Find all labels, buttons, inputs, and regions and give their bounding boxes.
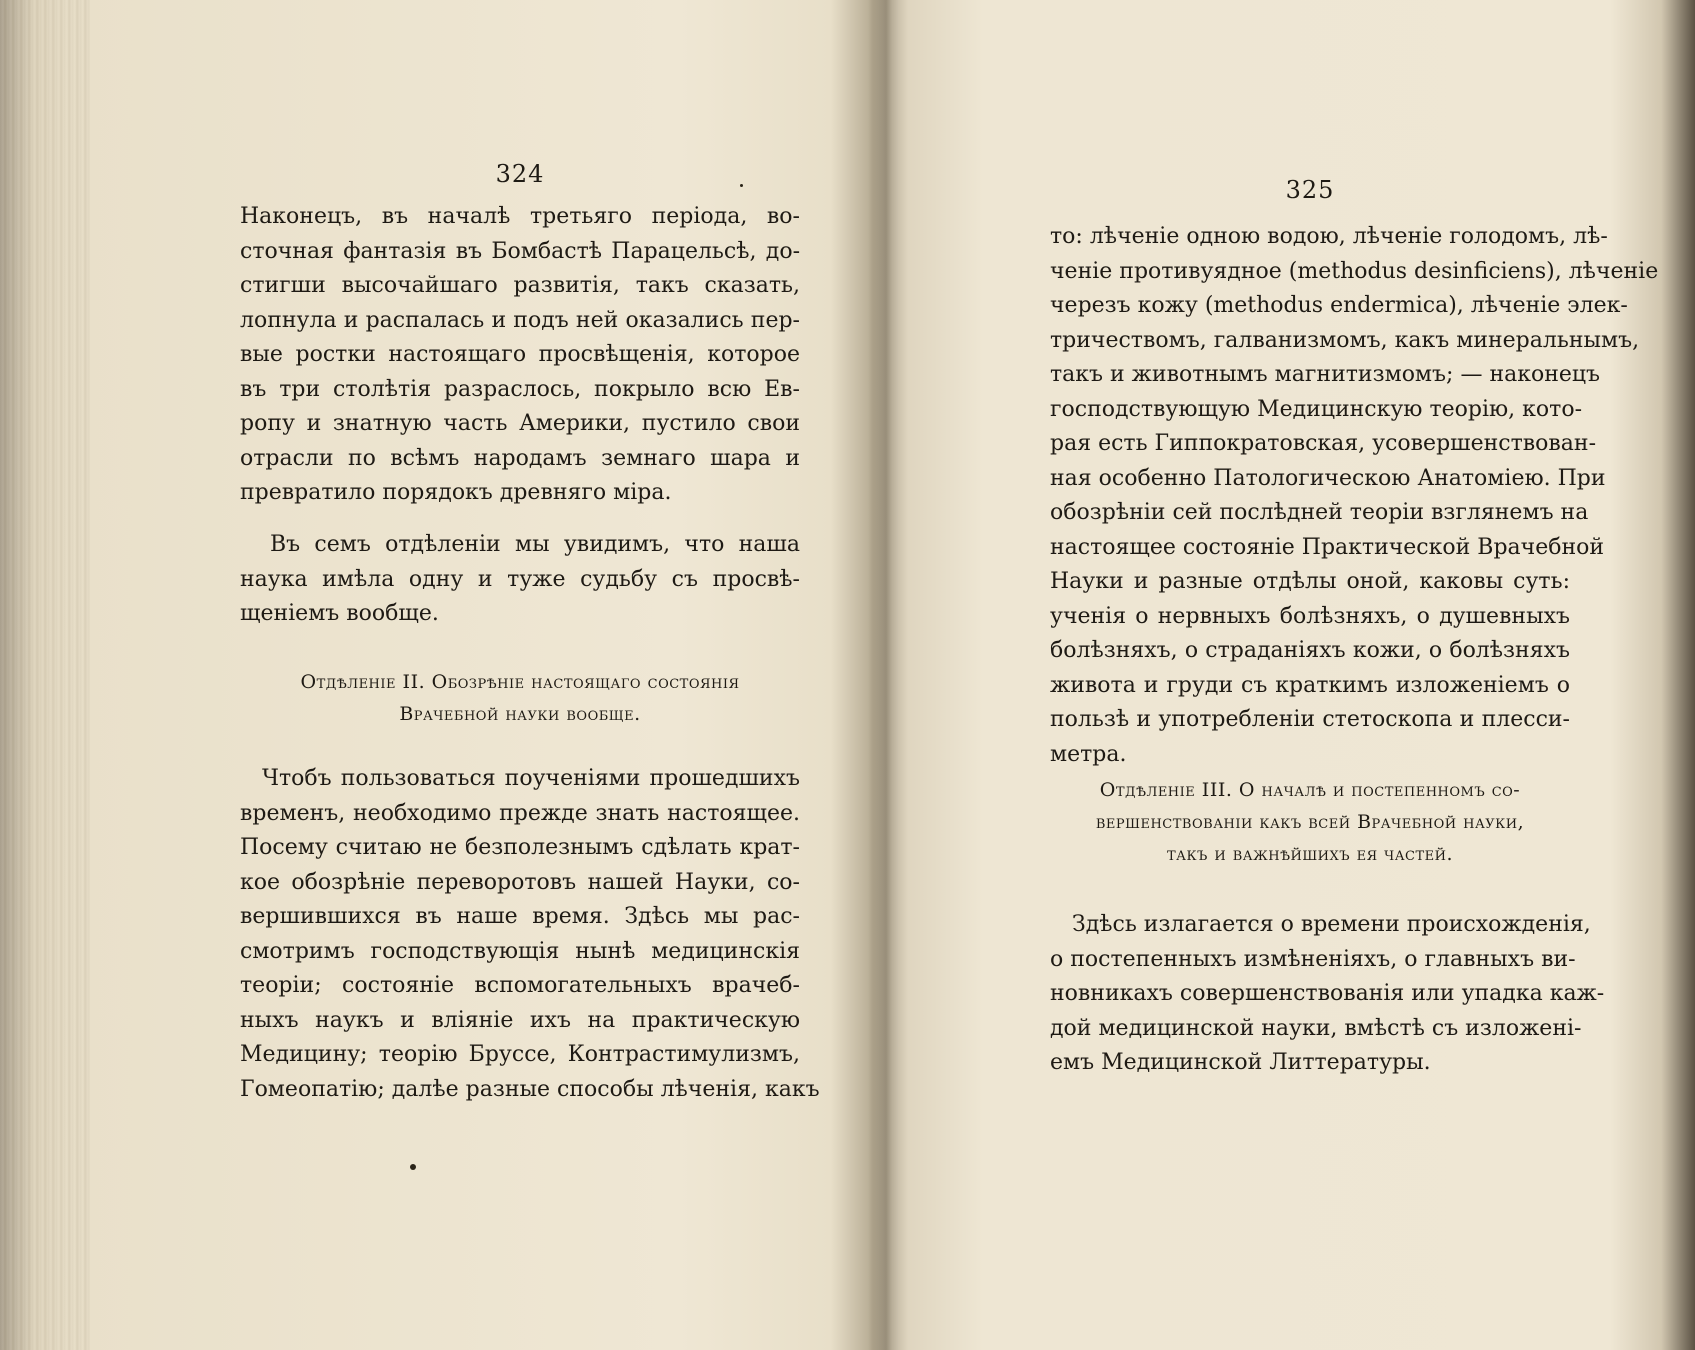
text-line: ная особенно Патологическою Анатоміею. При <box>1050 465 1606 491</box>
text-line: ученія о нервныхъ болѣзняхъ, о душевныхъ <box>1050 603 1570 629</box>
book-gutter <box>868 0 908 1350</box>
text-line: о постепенныхъ измѣненіяхъ, о главныхъ ви- <box>1050 946 1576 972</box>
text-line: стигши высочайшаго развитія, такъ сказать, <box>240 273 800 298</box>
left-paragraph-3 <box>240 762 820 1107</box>
text-line: сточная фантазія въ Бомбастѣ Парацельсѣ, до- <box>240 238 800 264</box>
text-line: тричествомъ, галванизмомъ, какъ минеральнымъ, <box>1050 327 1640 353</box>
heading-line: вершенствованіи какъ всей Врачебной науки, <box>1095 811 1525 833</box>
text-line: болѣзняхъ, о страданіяхъ кожи, о болѣзняхъ <box>1050 638 1570 663</box>
text-line: пользѣ и употребленіи стетоскопа и плесси- <box>1050 707 1570 732</box>
text-line: Медицину; теорію Бруссе, Контрастимулизмъ, <box>240 1042 800 1067</box>
text-line: отрасли по всѣмъ народамъ земнаго шара и <box>240 445 800 471</box>
text-line: Науки и разные отдѣлы оной, каковы суть: <box>1050 569 1570 594</box>
ink-speck <box>410 1164 416 1170</box>
text-line: новникахъ совершенствованія или упадка каж- <box>1050 981 1605 1006</box>
heading-line: Врачебной науки вообще. <box>399 703 641 725</box>
heading-line: такъ и важнѣйшихъ ея частей. <box>1166 843 1454 865</box>
text-line: рая есть Гиппократовская, усовершенствован- <box>1050 431 1597 456</box>
left-page <box>240 0 820 1350</box>
right-page <box>1050 0 1659 1350</box>
text-line: вые ростки настоящаго просвѣщенія, которое <box>240 342 800 367</box>
heading-line: Отдѣленіе III. О началѣ и постепенномъ со- <box>1099 779 1521 801</box>
page-number-right: 325 <box>1285 176 1335 204</box>
page-edges <box>0 0 90 1350</box>
section-heading-3 <box>1050 774 1570 870</box>
text-line: ченіе противуядное (methodus desinficiens), лѣченіе <box>1050 258 1659 284</box>
text-line: Наконецъ, въ началѣ третьяго періода, во- <box>240 204 800 229</box>
text-line: смотримъ господствующія нынѣ медицинскія <box>240 938 800 964</box>
text-line: лопнула и распалась и подъ ней оказались пер- <box>240 307 800 333</box>
text-line: обозрѣніи сей послѣдней теоріи взглянемъ на <box>1050 500 1589 525</box>
text-line: вершившихся въ наше время. Здѣсь мы рас- <box>240 904 800 929</box>
text-line: ропу и знатную часть Америки, пустило свои <box>240 411 800 436</box>
text-line: настоящее состояніе Практической Врачебной <box>1050 534 1605 560</box>
text-line: дой медицинской науки, вмѣстѣ съ изложені- <box>1050 1015 1582 1041</box>
page-number-left: 324 <box>495 160 545 188</box>
text-line: временъ, необходимо прежде знать настоящее. <box>240 800 800 826</box>
left-paragraph-1 <box>240 200 800 511</box>
text-line: въ три столѣтія разраслось, покрыло всю Ев- <box>240 376 800 402</box>
text-line: Въ семъ отдѣленіи мы увидимъ, что наша <box>270 532 800 557</box>
text-line: емъ Медицинской Литтературы. <box>1050 1050 1431 1075</box>
text-line: кое обозрѣніе переворотовъ нашей Науки, со- <box>240 869 800 895</box>
text-line: Гомеопатію; далѣе разные способы лѣченія, какъ <box>240 1076 820 1102</box>
text-line: ныхъ наукъ и вліяніе ихъ на практическую <box>240 1007 800 1033</box>
right-paragraph-1 <box>1050 220 1659 772</box>
right-paragraph-2 <box>1050 908 1605 1081</box>
text-line: такъ и животнымъ магнитизмомъ; — наконецъ <box>1050 362 1601 387</box>
text-line: щеніемъ вообще. <box>240 601 439 626</box>
text-line: то: лѣченіе одною водою, лѣченіе голодомъ, лѣ- <box>1050 224 1608 249</box>
text-line: господствующую Медицинскую теорію, кото- <box>1050 396 1582 422</box>
text-line: метра. <box>1050 741 1127 767</box>
ink-speck <box>740 184 743 187</box>
heading-line: Отдѣленіе II. Обозрѣніе настоящаго состоянія <box>300 671 740 693</box>
text-line: черезъ кожу (methodus endermica), лѣченіе элек- <box>1050 293 1628 318</box>
text-line: превратило порядокъ древняго міра. <box>240 480 672 505</box>
section-heading-2 <box>240 666 800 730</box>
left-paragraph-2 <box>240 528 800 632</box>
text-line: теоріи; состояніе вспомогательныхъ врачеб- <box>240 973 800 998</box>
text-line: Здѣсь излагается о времени происхожденія, <box>1072 912 1591 937</box>
text-line: живота и груди съ краткимъ изложеніемъ о <box>1050 672 1570 698</box>
text-line: наука имѣла одну и туже судьбу съ просвѣ- <box>240 566 800 592</box>
text-line: Посему считаю не безполезнымъ сдѣлать крат- <box>240 835 800 860</box>
text-line: Чтобъ пользоваться поученіями прошедшихъ <box>262 766 800 791</box>
